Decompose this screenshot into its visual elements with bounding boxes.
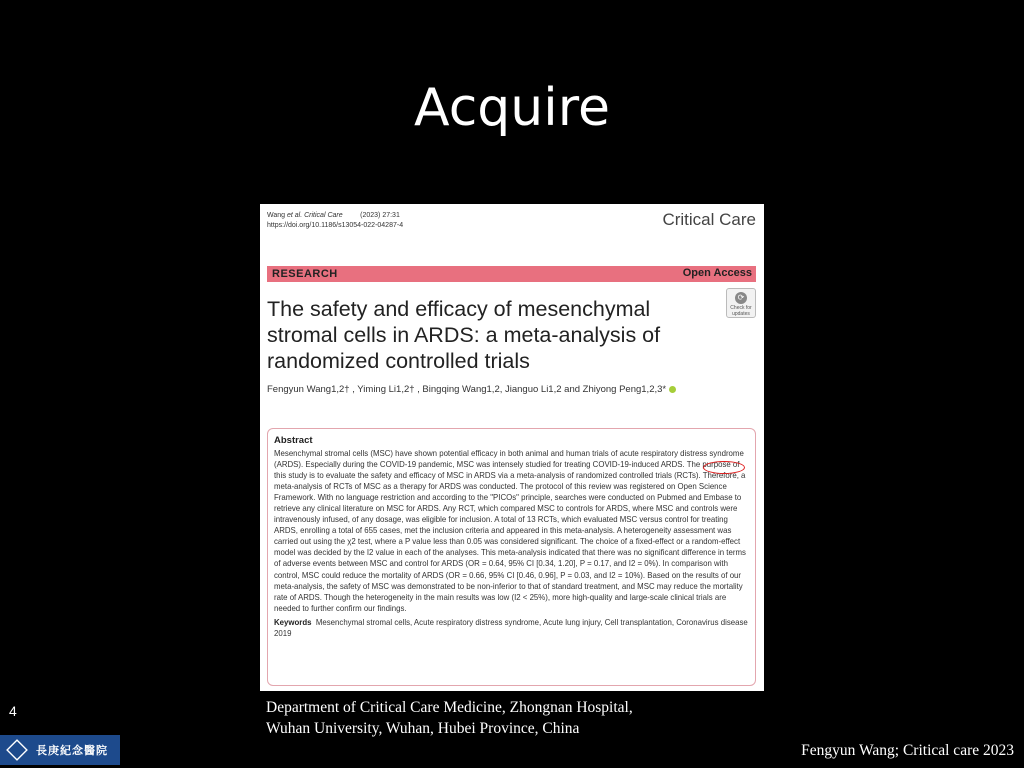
cite-year: (2023) 27:31 (360, 212, 400, 219)
abstract-box (267, 428, 756, 686)
citation-block (267, 211, 403, 231)
paper-screenshot (260, 204, 764, 691)
logo-emblem-icon (6, 739, 28, 761)
open-access-label: Open Access (682, 267, 752, 279)
abstract-text: Mesenchymal stromal cells (MSC) have shown potential efficacy in both animal and human trials of acute respiratory distress syndrome (ARDS). Especially during the COVID-19 pandemic, MSC was intensely studied for treating COVID-19-induced ARDS. The purpose of this study is to evaluate the safety and efficacy of MSC in ARDS via a meta-analysis of randomized controlled trials (RCTs). Therefore, a meta-analysis of RCTs of MSC as a therapy for ARDS was conducted. The protocol of this review was registered on Open Science Framework. With no language restriction and according to the "PICOs" principle, searches were conducted on Pubmed and Embase to retrieve any clinical literature on MSC for ARDS. Any RCT, which compared MSC to controls for ARDS, where MSC and controls were intravenously infused, of any dosage, was eligible for inclusion. A total of 13 RCTs, which evaluated MSC versus control for treating ARDS, enrolling a total of 655 cases, met the inclusion criteria and appeared in this meta-analysis. A heterogeneity assessment was carried out using the χ2 test, where a P value less than 0.05 was considered significant. The choice of a fixed-effect or a random-effect model was decided by the I2 value in each of the analyses. This meta-analysis indicated that there was no significant difference in terms of adverse events between MSC and control for ARDS (OR = 0.64, 95% CI [0.34, 1.20], P = 0.17, and I2 = 0%). In comparison with control, MSC could reduce the mortality of ARDS (OR = 0.66, 95% CI [0.46, 0.96], P = 0.03, and I2 = 10%). Based on the results of our meta-analysis, the safety of MSC was demonstrated to be non-inferior to that of standard treatment, and MSC may reduce the mortality rate of ARDS. Though the heterogeneity in the main results was low (I2 < 25%), more high-quality and large-scale clinical trials are needed to further confirm our findings. (274, 449, 746, 613)
section-label: RESEARCH (272, 268, 338, 280)
source-credit: Fengyun Wang; Critical care 2023 (801, 742, 1014, 759)
journal-name: Critical Care (662, 210, 756, 229)
cite-authors: Wang (267, 212, 287, 219)
affiliation-line-1: Department of Critical Care Medicine, Zhongnan Hospital, (266, 699, 633, 716)
keywords-text: Mesenchymal stromal cells, Acute respiratory distress syndrome, Acute lung injury, Cell transplantation, Coronavirus disease 2019 (274, 617, 748, 638)
author-list (267, 384, 676, 395)
abstract-heading: Abstract (274, 435, 313, 446)
cite-journal: et al. Critical Care (286, 212, 343, 219)
hospital-logo (0, 735, 120, 765)
keywords-label: Keywords (274, 617, 312, 627)
slide-title: Acquire (414, 78, 610, 138)
doi-link[interactable]: https://doi.org/10.1186/s13054-022-04287-4 (267, 222, 404, 229)
check-updates-label: Check for updates (730, 305, 752, 317)
orcid-icon (669, 386, 676, 393)
affiliation (266, 697, 633, 739)
highlight-circle (703, 461, 745, 474)
page-number: 4 (9, 703, 17, 719)
section-bar (267, 266, 756, 282)
check-for-updates-badge[interactable] (726, 288, 756, 318)
affiliation-line-2: Wuhan University, Wuhan, Hubei Province, China (266, 720, 580, 737)
logo-text: 長庚紀念醫院 (36, 745, 108, 757)
paper-title: The safety and efficacy of mesenchymal stromal cells in ARDS: a meta-analysis of randomized controlled trials (267, 297, 661, 373)
check-updates-icon: ⟳ (735, 292, 747, 304)
authors-text: Fengyun Wang1,2† , Yiming Li1,2† , Bingqing Wang1,2, Jianguo Li1,2 and Zhiyong Peng1,2,3* (267, 384, 667, 395)
keywords-line (274, 617, 749, 639)
